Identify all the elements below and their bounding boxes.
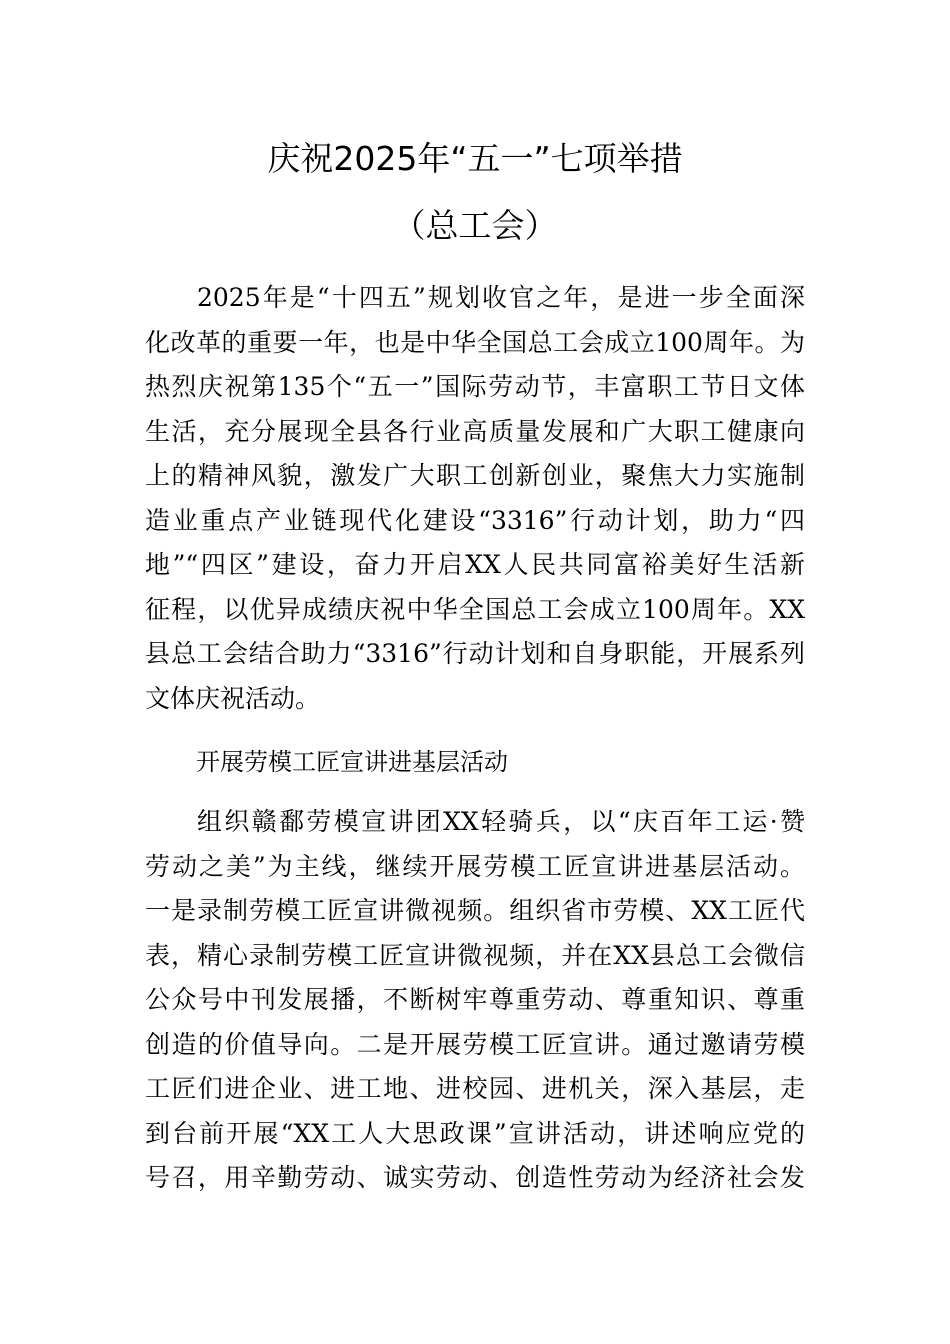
section-heading: 开展劳模工匠宣讲进基层活动 <box>196 748 508 776</box>
text-line: 一是录制劳模工匠宣讲微视频。组织省市劳模、XX工匠代 <box>145 896 805 925</box>
text-line: 造业重点产业链现代化建设“3316”行动计划，助力“四 <box>145 505 805 535</box>
text-line: 征程，以优异成绩庆祝中华全国总工会成立100周年。XX <box>145 594 805 624</box>
text-line: 县总工会结合助力“3316”行动计划和自身职能，开展系列 <box>145 639 805 668</box>
text-line: 工匠们进企业、进工地、进校园、进机关，深入基层，走 <box>145 1074 805 1103</box>
section-paragraph <box>145 800 805 1201</box>
document-subtitle: （总工会） <box>392 206 558 245</box>
text-line: 号召，用辛勤劳动、诚实劳动、创造性劳动为经济社会发 <box>145 1163 805 1192</box>
text-line: 生活，充分展现全县各行业高质量发展和广大职工健康向 <box>145 416 805 446</box>
document-title: 庆祝2025年“五一”七项举措 <box>267 139 683 178</box>
text-line: 组织赣鄱劳模宣讲团XX轻骑兵，以“庆百年工运·赞 <box>197 807 805 836</box>
text-line: 化改革的重要一年，也是中华全国总工会成立100周年。为 <box>145 327 805 357</box>
text-line: 创造的价值导向。二是开展劳模工匠宣讲。通过邀请劳模 <box>145 1029 805 1059</box>
text-line: 上的精神风貌，激发广大职工创新创业，聚焦大力实施制 <box>145 461 805 490</box>
text-line: 表，精心录制劳模工匠宣讲微视频，并在XX县总工会微信 <box>145 940 805 970</box>
text-line: 到台前开展“XX工人大思政课”宣讲活动，讲述响应党的 <box>145 1118 805 1148</box>
text-line: 公众号中刊发展播，不断树牢尊重劳动、尊重知识、尊重 <box>145 985 805 1014</box>
intro-paragraph <box>145 276 805 721</box>
text-line: 劳动之美”为主线，继续开展劳模工匠宣讲进基层活动。 <box>145 851 805 881</box>
text-line: 热烈庆祝第135个“五一”国际劳动节，丰富职工节日文体 <box>145 372 805 401</box>
text-line: 地”“四区”建设，奋力开启XX人民共同富裕美好生活新 <box>145 550 805 579</box>
text-line: 2025年是“十四五”规划收官之年，是进一步全面深 <box>197 283 805 312</box>
text-line: 文体庆祝活动。 <box>145 683 321 713</box>
